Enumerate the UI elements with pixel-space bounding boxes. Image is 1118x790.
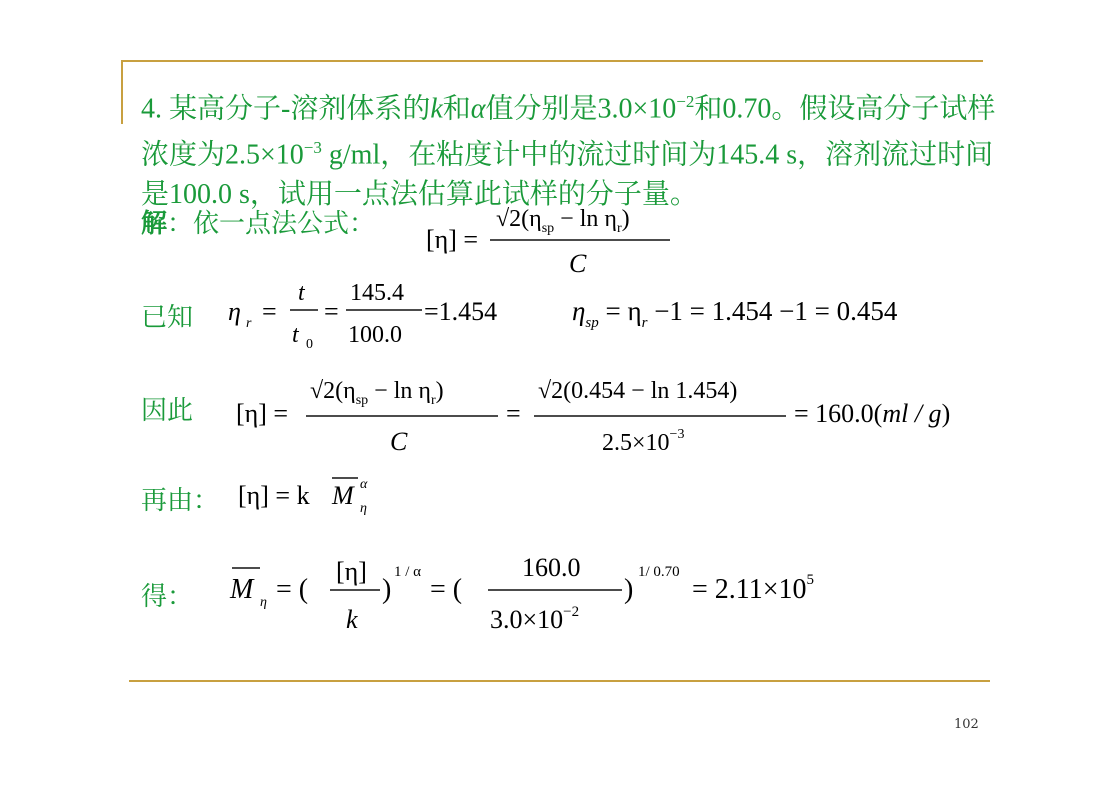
svg-text:k: k [346,605,358,634]
svg-text:[η] = k: [η] = k [238,481,310,510]
svg-text:r: r [246,316,252,331]
svg-text:C: C [390,427,408,456]
svg-text:=: = [262,297,277,326]
svg-text:[η]: [η] [336,557,367,586]
label-therefore: 因此 [141,396,194,426]
svg-text:√2(0.454 − ln 1.454): √2(0.454 − ln 1.454) [538,378,738,404]
svg-text:2.5×10−3: $2.5\times 10^{-3}$ [602,427,685,456]
svg-text:=1.454: =1.454 [424,297,498,326]
svg-text:√2(ηsp − ln ηr): $√2(\eta_{sp} - \ln \eta_r)$ [310,378,444,408]
svg-text:): ) [382,574,392,605]
frame-top-line [121,60,983,62]
svg-text:M: M [332,481,354,510]
svg-text:η: η [228,297,241,326]
svg-text:[η] =: [η] = [236,399,289,428]
svg-text:= (: = ( [430,574,463,605]
svg-text:ηsp = ηr −1 = 1.454 −1 = 0.454: $\eta_{sp} = \eta_r -1 = 1.454 -1 = 0.454$ [572,296,898,331]
svg-text:=: = [324,297,339,326]
formula-eta-sp [570,286,1010,332]
formula-one-point [424,196,684,280]
svg-text:η: η [260,595,267,610]
footer-rule [129,680,990,682]
svg-text:160.0: 160.0 [522,553,581,582]
svg-text:145.4: 145.4 [350,280,404,306]
formula-molecular-weight [226,546,906,640]
svg-text:t: t [298,280,305,306]
svg-text:= 2.11×105: = $2.11\times 10^5$ [692,572,815,605]
formula-eta-r [226,276,526,356]
page-number: 102 [954,717,979,732]
svg-text:1/ 0.70: 1/ 0.70 [638,564,680,580]
svg-text:t: t [292,322,299,348]
solution-intro: 解：依一点法公式： [141,209,376,239]
svg-text:1 / α: 1 / α [394,564,422,580]
label-known: 已知 [141,303,194,333]
svg-text:= 160.0(ml / g): = 160.0(ml / g) [794,399,951,428]
svg-text:η: η [360,501,367,516]
label-get: 得： [141,582,194,612]
svg-text:√2(ηsp − ln ηr): $√2(\eta_{sp} - \ln \eta_r)$ [496,206,630,236]
svg-text:M: M [230,574,254,605]
svg-text:C: C [569,249,587,278]
svg-text:3.0×10−2: $3.0\times 10^{-2}$ [490,604,580,634]
svg-text:α: α [360,477,368,492]
problem-statement: 4. 某高分子-溶剂体系的k和α值分别是$3.0\times 10^{-2}$和0.70。假设高分子试样浓度为$2.5\times 10^{-3}$ g/ml，在粘度计中的流过时间为145.4 s，溶剂流过时间是100.0 s，试用一点法估算此试样的分子量。 [141,92,996,210]
svg-text:[η] =: [η] = [426,225,479,254]
svg-text:=: = [506,399,521,428]
svg-text:0: 0 [306,337,313,352]
svg-text:): ) [624,574,634,605]
svg-text:= (: = ( [276,574,309,605]
formula-mark-houwink [236,466,406,522]
formula-intrinsic-viscosity [234,368,1004,462]
frame-left-line [121,60,123,124]
label-again: 再由： [141,486,220,516]
svg-text:100.0: 100.0 [348,322,402,348]
